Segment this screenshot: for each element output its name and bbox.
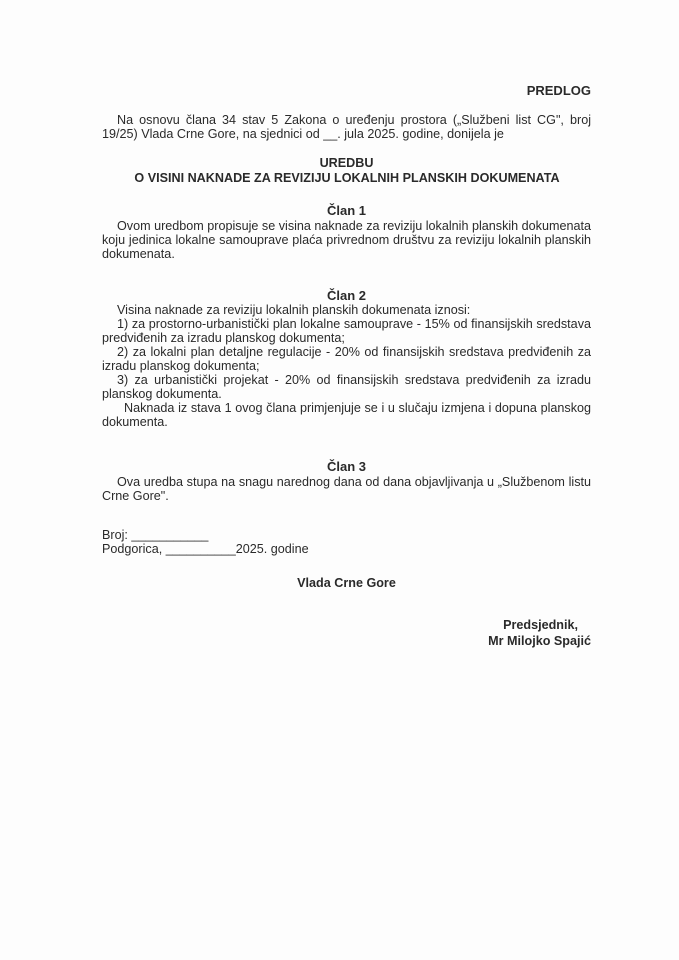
article-2-heading: Član 2: [326, 288, 366, 303]
article-2-body: [102, 303, 591, 429]
article-3-heading: Član 3: [326, 459, 366, 474]
article-2-closing: Naknada iz stava 1 ovog člana primjenjuje se i u slučaju izmjena i dopuna planskog dokumenta.: [102, 401, 591, 429]
article-2-item-1: 1) za prostorno-urbanistički plan lokalne samouprave - 15% od finansijskih sredstava predviđenih za izradu planskog dokumenta;: [102, 317, 591, 345]
article-2-item-3: 3) za urbanistički projekat - 20% od finansijskih sredstava predviđenih za izradu planskog dokumenta.: [102, 373, 591, 401]
article-2-item-2: 2) za lokalni plan detaljne regulacije - 20% od finansijskih sredstava predviđenih za izradu planskog dokumenta;: [102, 345, 591, 373]
article-2-intro: Visina naknade za reviziju lokalnih planskih dokumenata iznosi:: [117, 303, 471, 317]
preamble: Na osnovu člana 34 stav 5 Zakona o uređenju prostora („Službeni list CG", broj 19/25) Vlada Crne Gore, na sjednici od __. jula 2025. godine, donijela je: [102, 113, 591, 141]
draft-label: PREDLOG: [526, 83, 591, 98]
place-date: Podgorica, __________2025. godine: [102, 542, 309, 556]
article-3-text: Ova uredba stupa na snagu narednog dana od dana objavljivanja u „Službenom listu Crne Gore".: [102, 475, 591, 503]
reference-number: Broj: ___________: [102, 528, 209, 542]
article-1-heading: Član 1: [326, 203, 366, 218]
article-1-text: Ovom uredbom propisuje se visina naknade za reviziju lokalnih planskih dokumenata koju jedinica lokalne samouprave plaća privrednom društvu za reviziju lokalnih planskih dokumenata.: [102, 219, 591, 261]
document-type: UREDBU: [319, 156, 374, 170]
signatory-title: Predsjednik,: [503, 618, 578, 632]
signatory-name: Mr Milojko Spajić: [488, 634, 591, 648]
document-title: O VISINI NAKNADE ZA REVIZIJU LOKALNIH PLANSKIH DOKUMENATA: [134, 171, 560, 185]
issuer: Vlada Crne Gore: [297, 576, 396, 590]
